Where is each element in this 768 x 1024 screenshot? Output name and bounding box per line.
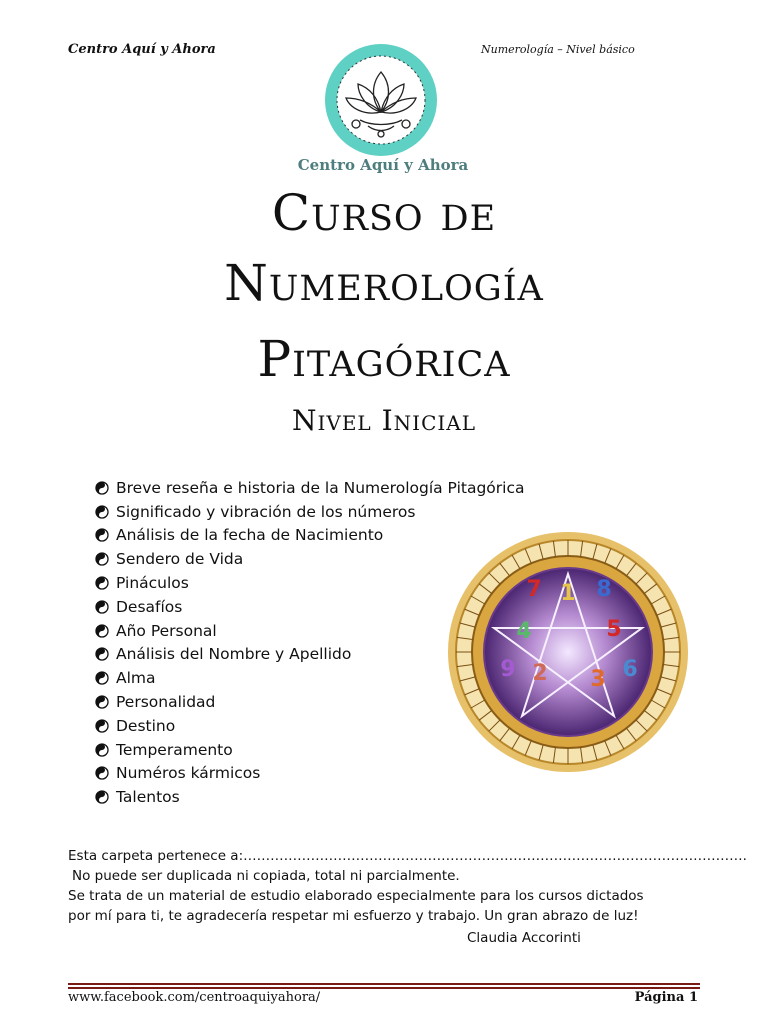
yin-yang-bullet-icon bbox=[94, 528, 110, 542]
signature: Claudia Accorinti bbox=[467, 930, 581, 946]
yin-yang-bullet-icon bbox=[94, 695, 110, 709]
note-line: Se trata de un material de estudio elaborado especialmente para los cursos dictados bbox=[68, 888, 644, 904]
topic-label: Numéros kármicos bbox=[116, 764, 261, 783]
topic-label: Personalidad bbox=[116, 693, 216, 712]
list-item bbox=[94, 500, 524, 524]
title-line-1: Curso de bbox=[271, 184, 497, 242]
topic-label: Destino bbox=[116, 716, 176, 735]
owner-line: Esta carpeta pertenece a:…………………………………………………………………………………………………. bbox=[68, 848, 747, 864]
yin-yang-bullet-icon bbox=[94, 766, 110, 780]
yin-yang-bullet-icon bbox=[94, 505, 110, 519]
list-item bbox=[94, 476, 524, 500]
yin-yang-bullet-icon bbox=[94, 624, 110, 638]
wheel-number: 7 bbox=[526, 577, 542, 602]
logo-caption: Centro Aquí y Ahora bbox=[297, 156, 469, 174]
topic-label: Talentos bbox=[116, 788, 180, 807]
lotus-logo bbox=[316, 42, 446, 162]
list-item bbox=[94, 785, 524, 809]
numerology-wheel-image bbox=[444, 530, 692, 774]
note-line: por mí para ti, te agradecería respetar mi esfuerzo y trabajo. Un gran abrazo de luz! bbox=[68, 908, 639, 924]
wheel-number: 9 bbox=[500, 657, 516, 682]
yin-yang-bullet-icon bbox=[94, 481, 110, 495]
yin-yang-bullet-icon bbox=[94, 719, 110, 733]
footer-rule bbox=[68, 983, 700, 985]
copyright-line: No puede ser duplicada ni copiada, total ni parcialmente. bbox=[72, 868, 460, 884]
title-line-2: Numerología bbox=[224, 254, 544, 312]
topic-label: Sendero de Vida bbox=[116, 550, 244, 569]
yin-yang-bullet-icon bbox=[94, 576, 110, 590]
topic-label: Temperamento bbox=[116, 740, 233, 759]
wheel-number: 6 bbox=[622, 657, 638, 682]
yin-yang-bullet-icon bbox=[94, 671, 110, 685]
title-line-3: Pitagórica bbox=[257, 330, 511, 388]
header-left: Centro Aquí y Ahora bbox=[68, 42, 216, 57]
topic-label: Desafíos bbox=[116, 597, 183, 616]
topic-label: Alma bbox=[116, 669, 156, 688]
wheel-number: 2 bbox=[532, 661, 548, 686]
footer-rule bbox=[68, 987, 700, 989]
yin-yang-bullet-icon bbox=[94, 552, 110, 566]
topic-label: Análisis de la fecha de Nacimiento bbox=[116, 526, 384, 545]
wheel-number: 4 bbox=[516, 619, 532, 644]
yin-yang-bullet-icon bbox=[94, 647, 110, 661]
wheel-number: 3 bbox=[590, 667, 606, 692]
page-number: Página 1 bbox=[634, 990, 698, 1005]
wheel-number: 1 bbox=[560, 581, 576, 606]
wheel-number: 8 bbox=[596, 577, 612, 602]
topic-label: Significado y vibración de los números bbox=[116, 502, 416, 521]
yin-yang-bullet-icon bbox=[94, 790, 110, 804]
topic-label: Año Personal bbox=[116, 621, 217, 640]
yin-yang-bullet-icon bbox=[94, 600, 110, 614]
wheel-number: 5 bbox=[606, 617, 622, 642]
topic-label: Breve reseña e historia de la Numerología Pitagórica bbox=[116, 478, 525, 497]
topic-label: Análisis del Nombre y Apellido bbox=[116, 645, 352, 664]
topic-label: Pináculos bbox=[116, 574, 189, 593]
footer-link[interactable]: www.facebook.com/centroaquiyahora/ bbox=[68, 990, 321, 1005]
header-right: Numerología – Nivel básico bbox=[481, 43, 635, 56]
yin-yang-bullet-icon bbox=[94, 743, 110, 757]
subtitle: Nivel Inicial bbox=[291, 404, 476, 437]
